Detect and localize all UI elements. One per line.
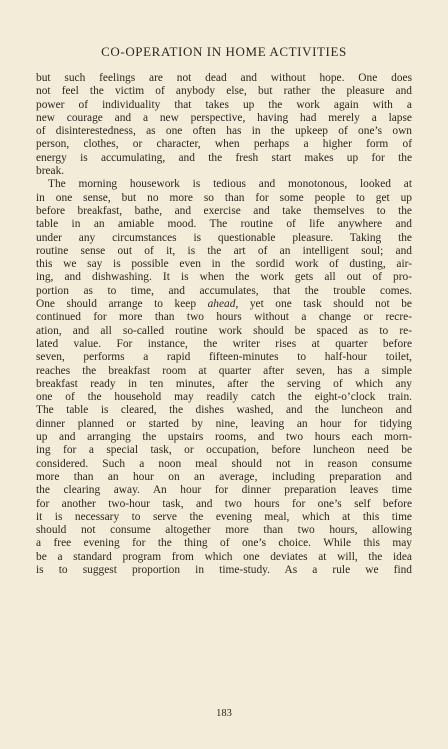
text-line: not feel the victim of anybody else, but rather the pleasure and [36,85,412,98]
text-line: but such feelings are not dead and without hope. One does [36,72,412,84]
text-line: of disinterestedness, as one often has in the upkeep of one’s own [36,125,412,138]
text-line: be a standard program from which one deviates at will, the idea [36,550,412,563]
text-line: One should arrange to keep ahead, yet one task should not be [36,298,412,311]
body-text [36,72,412,577]
text-line: one of the household may readily catch the eight-o’clock train. [36,391,412,404]
text-line: up and arranging the upstairs rooms, and two hours each morn- [36,431,412,444]
text-line: is to suggest proportion in time-study. As a rule we find [36,563,412,576]
text-line: a free evening for the thing of one’s choice. While this may [36,537,412,550]
text-line: ation, and all so-called routine work should be spaced as to re- [36,324,412,337]
page-number: 183 [216,708,232,719]
text-line: energy is accumulating, and the fresh start makes up for the [36,151,412,164]
text-line: it is necessary to serve the evening meal, which at this time [36,510,412,523]
text-line: more than an hour on an average, including preparation and [36,470,412,483]
text-line: in one sense, but no more so than for some people to get up [36,191,412,204]
text-line: routine sense out of it, is the art of an intelligent soul; and [36,244,412,257]
text-line: ing for a special task, or occupation, before luncheon need be [36,444,412,457]
text-line: before breakfast, bathe, and exercise and take themselves to the [36,204,412,217]
text-line: this we say is possible even in the sordid work of dusting, air- [36,258,412,271]
text-line: dinner planned or started by nine, leaving an hour for tidying [36,417,412,430]
text-line: reaches the breakfast room at quarter after seven, has a simple [36,364,412,377]
paragraph [36,72,412,178]
text-line: seven, performs a rapid fifteen-minutes to half-hour toilet, [36,351,412,364]
text-line: new courage and a new perspective, having had merely a lapse [36,111,412,124]
text-line: under any circumstances is questionable pleasure. Taking the [36,231,412,244]
emphasis: ahead [207,298,236,311]
text-line: The table is cleared, the dishes washed, and the luncheon and [36,404,412,417]
text-line: ing, and dishwashing. It is when the work gets all out of pro- [36,271,412,284]
text-line: should not consume altogether more than two hours, allowing [36,524,412,537]
text-line: table in an amiable mood. The routine of life anywhere and [36,218,412,231]
text-line: breakfast ready in ten minutes, after the serving of which any [36,377,412,390]
text-line: power of individuality that takes up the work again with a [36,98,412,111]
text-line: continued for more than two hours without a change or recre- [36,311,412,324]
text-line: considered. Such a noon meal should not in reason consume [36,457,412,470]
text-line: portion as to time, and accumulates, that the trouble comes. [36,284,412,297]
text-line: the clearing away. An hour for dinner preparation leaves time [36,484,412,497]
text-line: person, clothes, or character, when perhaps a higher form of [36,138,412,151]
text-line: break. [36,165,65,178]
text-line: for another two-hour task, and two hours for one’s self before [36,497,412,510]
text-line: lated value. For instance, the writer rises at quarter before [36,337,412,350]
paragraph [36,178,412,577]
running-head: CO-OPERATION IN HOME ACTIVITIES [101,44,347,59]
text-line: The morning housework is tedious and monotonous, looked at [48,178,412,191]
